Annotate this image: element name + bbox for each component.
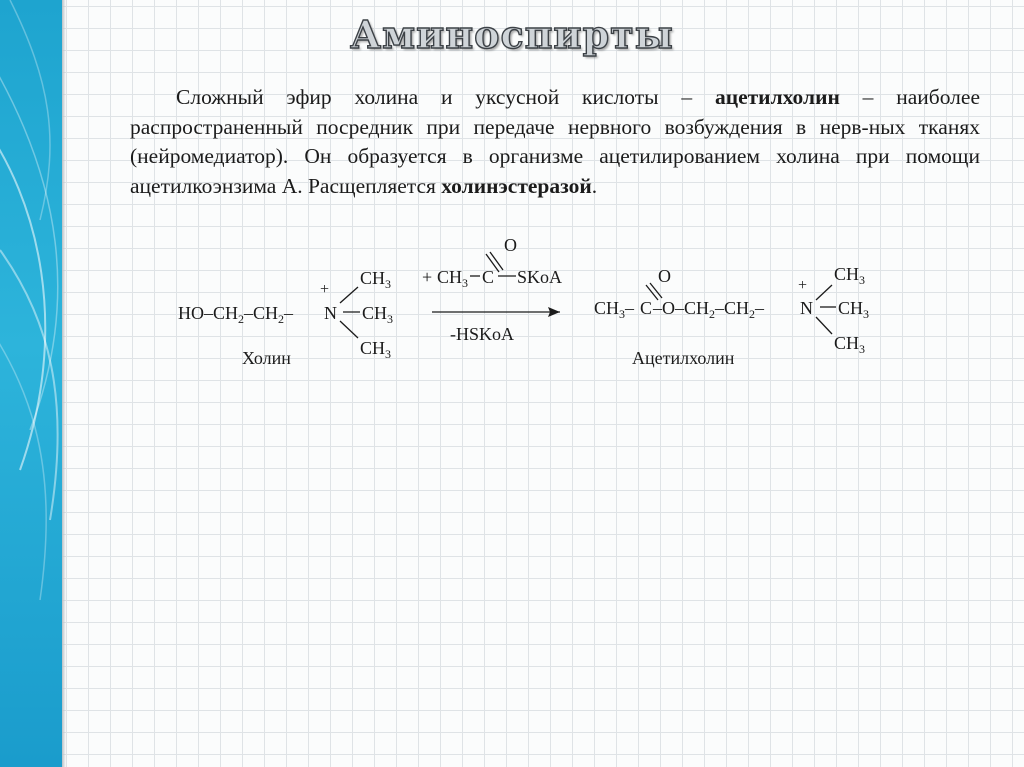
product-carbon: C bbox=[640, 298, 653, 318]
product-nitrogen: N bbox=[800, 298, 813, 318]
choline-charge: + bbox=[320, 281, 330, 298]
product-methyl-top: $CH_3$ bbox=[834, 264, 866, 287]
choline-nitrogen: N bbox=[324, 303, 337, 323]
product-oxygen-double: O bbox=[658, 266, 671, 286]
reagent-methyl: $CH_3$ bbox=[437, 267, 469, 290]
product-methyl: $CH_3-$ bbox=[594, 298, 635, 321]
product-ester-chain: $-O-CH_2-CH_2-$ bbox=[653, 298, 765, 321]
product-charge: + bbox=[798, 277, 808, 294]
term-cholinesterase: холинэстеразой bbox=[441, 173, 592, 198]
choline-chain: $HO-CH_2-CH_2-$ bbox=[178, 303, 294, 326]
byproduct-hskoa: -HSKoA bbox=[450, 324, 515, 344]
choline-methyl-mid: $CH_3$ bbox=[362, 303, 394, 326]
choline-methyl-bottom: $CH_3$ bbox=[360, 338, 392, 361]
choline-methyl-top: $CH_3$ bbox=[360, 268, 392, 291]
reagent-oxygen: O bbox=[504, 235, 517, 255]
para-part-1: Сложный эфир холина и уксусной кислоты – bbox=[176, 85, 715, 109]
term-acetylcholine: ацетилхолин bbox=[714, 85, 840, 109]
choline-label: Холин bbox=[242, 348, 291, 368]
para-part-2: – наиболее распространенный посредник при передаче нервного возбуждения в нерв-ных тканях (нейромедиатор). Он образуется в организме ацетилированием холина при помощи ацетилкоэнзима А. Расщепляется bbox=[130, 85, 981, 198]
reagent-carbon: C bbox=[482, 267, 495, 287]
para-part-3: . bbox=[591, 173, 598, 198]
product-methyl-bottom: $CH_3$ bbox=[834, 333, 866, 356]
reagent-plus: + bbox=[422, 267, 433, 287]
reagent-skoa: SKoA bbox=[517, 267, 563, 287]
acetylcholine-label: Ацетилхолин bbox=[632, 348, 735, 368]
product-methyl-mid: $CH_3$ bbox=[838, 298, 870, 321]
slide-title: Аминоспирты bbox=[350, 12, 674, 57]
